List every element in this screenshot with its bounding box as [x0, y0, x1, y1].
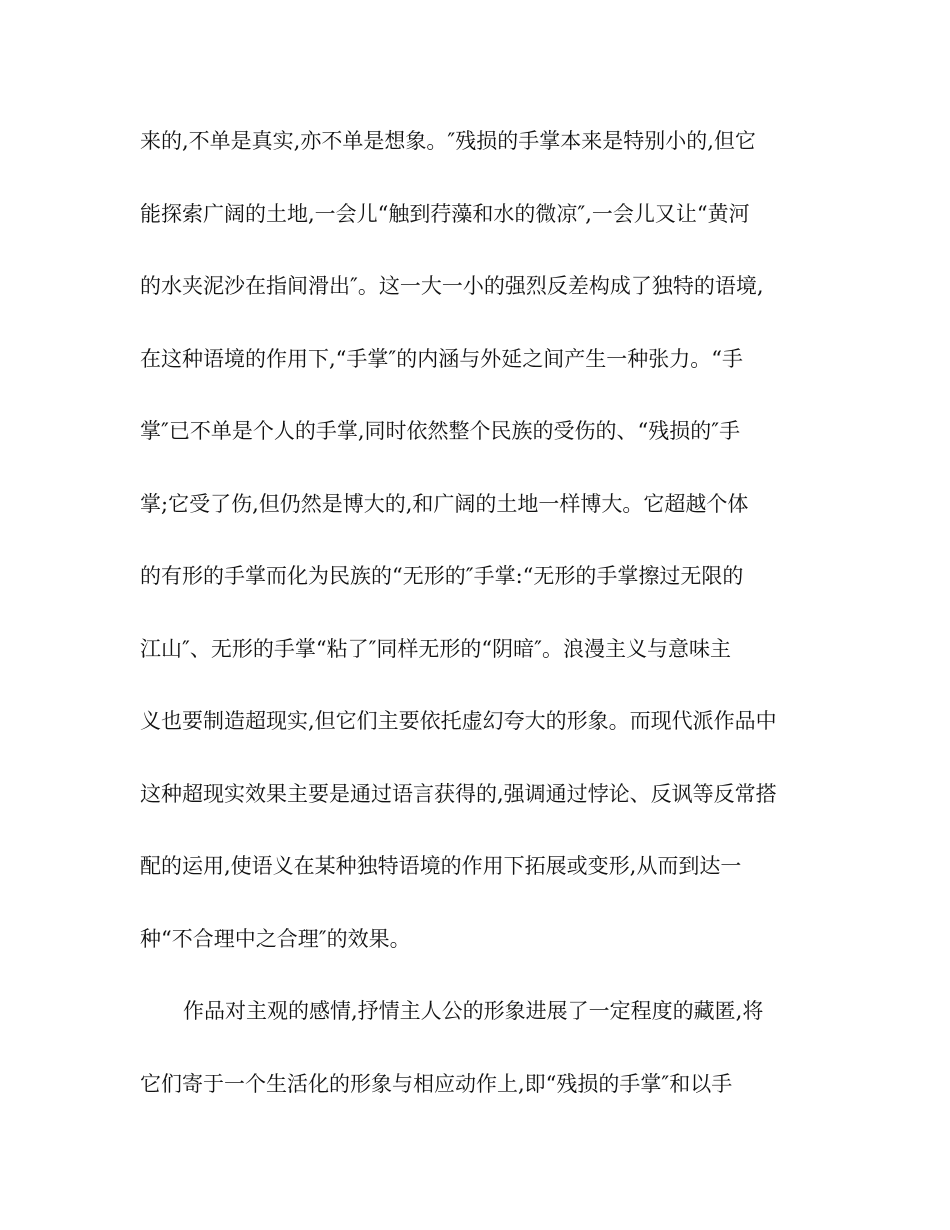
text-line: 能探索广阔的土地,一会儿“触到荇藻和水的微凉″,一会儿又让“黄河 — [140, 201, 750, 226]
text-line: 在这种语境的作用下,“手掌″的内涵与外延之间产生一种张力。“手 — [140, 346, 743, 371]
text-line: 种“不合理中之合理″的效果。 — [140, 926, 411, 951]
text-line: 掌″已不单是个人的手掌,同时依然整个民族的受伤的、“残损的″手 — [140, 419, 741, 443]
text-line: 江山″、无形的手掌“粘了″同样无形的“阴暗″。浪漫主义与意味主 — [140, 636, 732, 661]
text-line: 的水夹泥沙在指间滑出″。这一大一小的强烈反差构成了独特的语境, — [140, 274, 764, 298]
text-line: 这种超现实效果主要是通过语言获得的,强调通过悖论、反讽等反常搭 — [140, 781, 777, 806]
text-line: 义也要制造超现实,但它们主要依托虚幻夸大的形象。而现代派作品中 — [140, 709, 777, 733]
document-body — [140, 118, 810, 1133]
text-line: 配的运用,使语义在某种独特语境的作用下拓展或变形,从而到达一 — [140, 854, 742, 878]
text-line: 它们寄于一个生活化的形象与相应动作上,即“残损的手掌″和以手 — [140, 1071, 733, 1096]
text-line: 掌;它受了伤,但仍然是博大的,和广阔的土地一样博大。它超越个体 — [140, 491, 749, 516]
text-line: 来的,不单是真实,亦不单是想象。″残损的手掌本来是特别小的,但它 — [140, 129, 756, 153]
paragraph-first-line: 作品对主观的感情,抒情主人公的形象进展了一定程度的藏匿,将 — [183, 999, 764, 1023]
text-line: 的有形的手掌而化为民族的“无形的″手掌:“无形的手掌擦过无限的 — [140, 564, 744, 588]
